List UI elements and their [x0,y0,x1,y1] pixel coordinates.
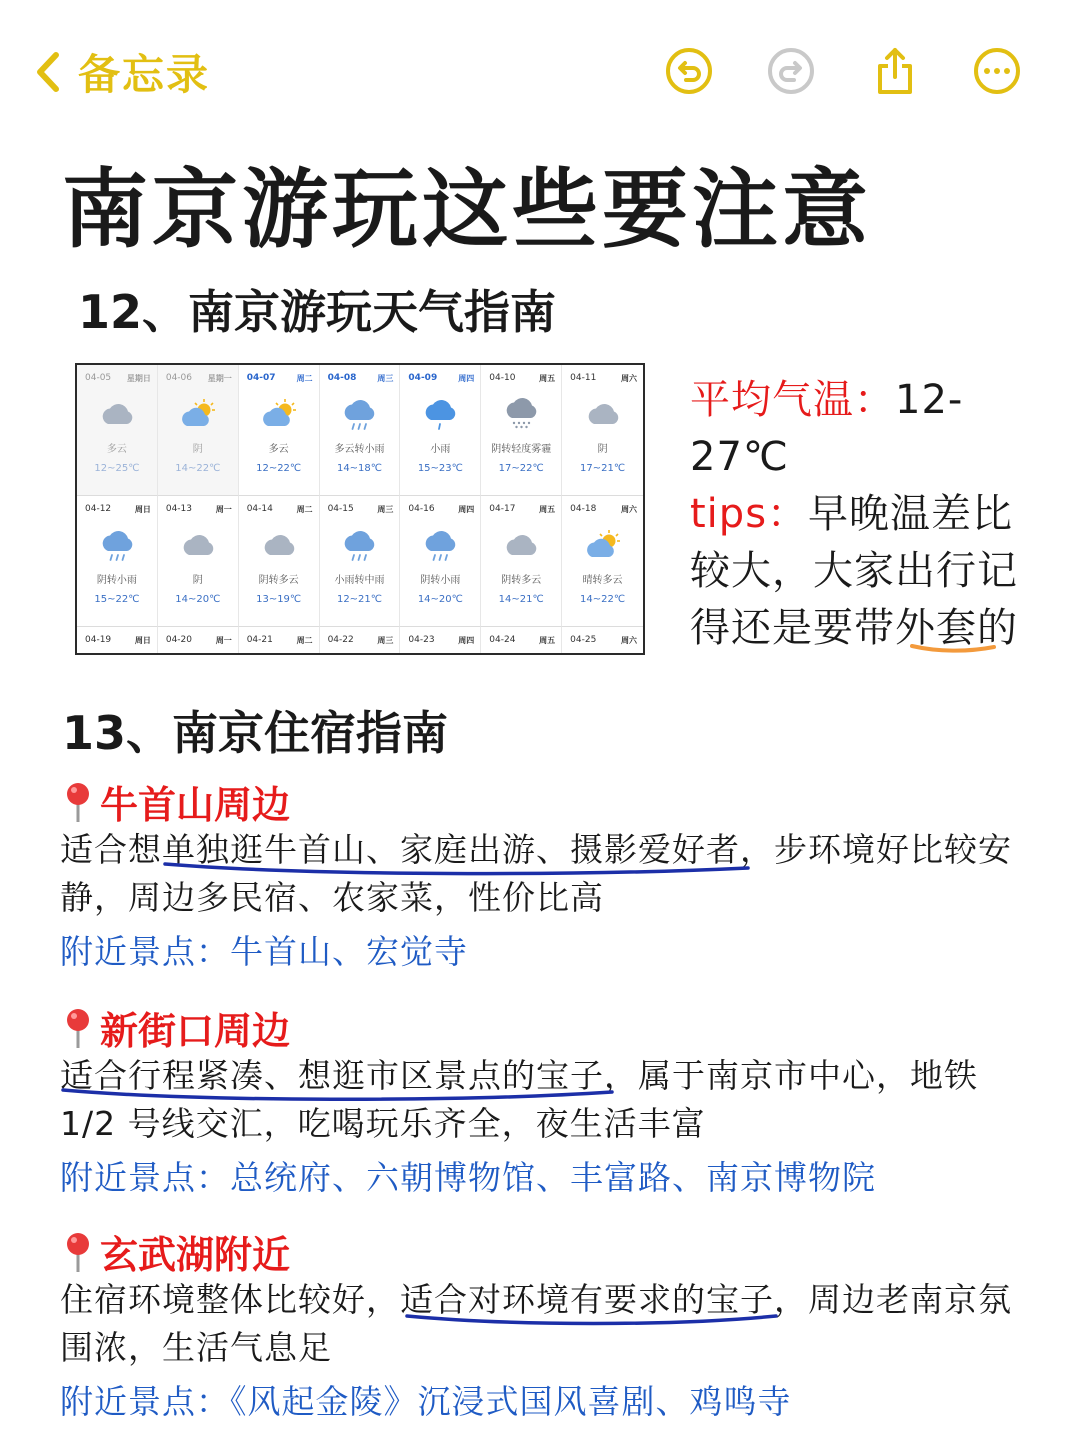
location-heading [60,1000,290,1055]
weather-weekday: 星期日 [126,374,151,383]
weather-weekday: 周日 [134,636,151,645]
top-toolbar [0,0,1080,140]
weather-day-header [77,365,157,384]
weather-weekday: 星期一 [207,374,232,383]
weather-weekday: 周一 [215,505,232,514]
weather-condition: 阴转多云 [501,575,542,586]
more-button[interactable] [972,46,1022,96]
weather-day-cell [239,365,320,496]
weather-weekday: 周二 [296,505,313,514]
weather-day-cell [562,496,643,627]
nearby-attractions: 附近景点：牛首山、宏觉寺 [60,932,468,971]
weather-date: 04-05 [85,373,112,383]
weather-day-header [158,627,238,646]
rain-icon [339,529,379,563]
undo-button[interactable] [664,46,714,96]
note-title: 南京游玩这些要注意 [62,160,872,260]
weather-temperature: 12~22℃ [256,463,302,474]
desc-highlight: 适合对环境有要求的宝子 [400,1280,774,1319]
sun-cloud-icon [583,529,623,563]
weather-condition: 多云 [268,444,289,455]
weather-date: 04-07 [246,373,276,383]
share-icon [870,46,920,96]
weather-condition: 多云 [106,444,127,455]
weather-day-header [400,627,480,646]
weather-day-cell [562,627,643,653]
location-heading [60,1224,290,1279]
weather-weekday: 周六 [620,636,637,645]
weather-day-header [481,365,561,384]
weather-day-cell [320,496,401,627]
weather-day-cell [77,496,158,627]
weather-date: 04-09 [408,373,438,383]
weather-day-cell [481,627,562,653]
weather-day-header [320,496,400,515]
avg-temp-label: 平均气温： [690,377,895,423]
more-icon [972,46,1022,96]
sun-cloud-icon [178,398,218,432]
weather-day-header [562,496,643,515]
weather-date: 04-11 [570,373,597,383]
weather-date: 04-14 [246,504,273,514]
weather-temperature: 17~22℃ [498,463,544,474]
weather-date: 04-15 [327,504,354,514]
weather-temperature: 14~18℃ [336,463,383,474]
location-heading [60,774,290,829]
weather-condition: 阴 [192,575,203,586]
weather-weekday: 周五 [539,505,556,514]
weather-temperature: 17~21℃ [580,463,626,474]
weather-temperature: 14~22℃ [580,594,626,605]
pin-icon [60,1230,96,1274]
weather-day-header [320,365,400,384]
desc-text: 住宿环境整体比较好， [60,1280,400,1319]
desc-highlight: 适合行程紧凑、想逛市区景点的宝子 [60,1056,604,1095]
weather-day-header [320,627,400,646]
weather-temperature: 15~22℃ [94,594,140,605]
weather-day-cell [239,496,320,627]
rain-icon [420,529,460,563]
desc-text: ，步环境好比较安静，周边多民宿、农家菜，性价比高 [60,830,1012,917]
weather-day-header [239,365,319,384]
pin-icon [60,780,96,824]
weather-weekday: 周五 [539,374,556,383]
weather-date: 04-17 [489,504,516,514]
weather-date: 04-18 [570,504,597,514]
weather-condition: 阴转小雨 [420,575,461,586]
weather-date: 04-12 [85,504,112,514]
location-description [60,826,1020,922]
weather-day-cell [400,627,481,653]
weather-day-cell [481,496,562,627]
chevron-left-icon [32,47,66,97]
weather-day-header [239,627,319,646]
weather-weekday: 周二 [296,636,313,645]
cloud-icon [583,398,623,432]
haze-icon [501,398,541,432]
weather-day-header [481,496,561,515]
section-12-title: 12、南京游玩天气指南 [78,285,557,339]
section-13-title: 13、南京住宿指南 [62,706,449,760]
weather-temperature: 14~20℃ [417,594,463,605]
weather-day-cell [77,627,158,653]
weather-day-cell [239,627,320,653]
location-description [60,1052,1020,1148]
back-button[interactable] [32,42,210,102]
weather-forecast-image [75,363,645,655]
weather-day-header [239,496,319,515]
weather-day-cell [158,365,239,496]
weather-date: 04-20 [165,635,192,645]
back-label: 备忘录 [78,50,211,99]
weather-day-header [158,365,238,384]
weather-day-header [562,365,643,384]
weather-weekday: 周二 [296,374,313,383]
weather-grid-footer [77,627,643,653]
undo-icon [664,46,714,96]
weather-condition: 阴转轻度雾霾 [491,444,552,455]
weather-weekday: 周五 [539,636,556,645]
sun-cloud-icon [259,398,299,432]
weather-date: 04-06 [165,373,192,383]
weather-day-cell [158,496,239,627]
weather-day-cell [481,365,562,496]
weather-weekday: 周四 [458,374,475,383]
location-name: 玄武湖附近 [100,1233,291,1277]
weather-day-cell [77,365,158,496]
weather-date: 04-16 [408,504,435,514]
nearby-attractions: 附近景点：总统府、六朝博物馆、丰富路、南京博物院 [60,1158,876,1197]
location-name: 牛首山周边 [100,783,291,827]
weather-temperature: 14~21℃ [498,594,544,605]
weather-condition: 阴 [192,444,203,455]
rain-icon [339,398,379,432]
redo-button[interactable] [766,46,816,96]
weather-grid [77,365,643,627]
weather-date: 04-19 [85,635,112,645]
nearby-attractions: 附近景点：《风起金陵》沉浸式国风喜剧、鸡鸣寺 [60,1382,792,1421]
location-description [60,1276,1020,1372]
weather-condition: 阴转小雨 [96,575,137,586]
weather-date: 04-13 [165,504,192,514]
weather-day-header [158,496,238,515]
tips-label: tips： [690,491,809,537]
weather-day-header [562,627,643,646]
weather-day-header [77,627,157,646]
desc-text: ，属于南京市中心，地铁1/2 号线交汇，吃喝玩乐齐全，夜生活丰富 [60,1056,978,1143]
weather-temperature: 14~20℃ [175,594,221,605]
weather-date: 04-25 [570,635,597,645]
drizzle-icon [420,398,460,432]
weather-day-cell [320,365,401,496]
cloud-icon [178,529,218,563]
weather-day-cell [320,627,401,653]
weather-weekday: 周六 [620,505,637,514]
weather-day-header [481,627,561,646]
weather-day-cell [562,365,643,496]
weather-condition: 小雨转中雨 [334,575,385,586]
weather-condition: 阴 [597,444,608,455]
weather-weekday: 周三 [377,636,394,645]
tips-text: 早晚温差比较大，大家出行记得还是要带外套的 [690,491,1018,651]
desc-highlight: 单独逛牛首山、家庭出游、摄影爱好者 [162,830,740,869]
weather-date: 04-21 [246,635,273,645]
weather-date: 04-23 [408,635,435,645]
weather-temperature: 13~19℃ [256,594,302,605]
weather-condition: 小雨 [430,444,451,455]
weather-temperature: 12~21℃ [336,594,383,605]
weather-temperature: 15~23℃ [417,463,463,474]
weather-date: 04-08 [327,373,357,383]
weather-notes [690,372,1035,657]
weather-weekday: 周三 [377,374,394,383]
weather-temperature: 12~25℃ [94,463,140,474]
weather-day-header [400,496,480,515]
weather-day-cell [400,365,481,496]
weather-weekday: 周四 [458,636,475,645]
weather-weekday: 周三 [377,505,394,514]
desc-text: 适合想 [60,830,162,869]
avg-temp-value: 12-27℃ [690,377,964,480]
weather-condition: 晴转多云 [582,575,623,586]
pin-icon [60,1006,96,1050]
desc-text: ，周边老南京氛围浓，生活气息足 [60,1280,1012,1367]
weather-day-cell [400,496,481,627]
weather-date: 04-10 [489,373,516,383]
weather-day-cell [158,627,239,653]
rain-icon [97,529,137,563]
weather-condition: 多云转小雨 [334,444,385,455]
weather-day-header [77,496,157,515]
weather-weekday: 周六 [620,374,637,383]
cloud-icon [97,398,137,432]
cloud-icon [259,529,299,563]
location-name: 新街口周边 [100,1009,291,1053]
weather-weekday: 周一 [215,636,232,645]
weather-day-header [400,365,480,384]
weather-date: 04-24 [489,635,516,645]
cloud-icon [501,529,541,563]
weather-weekday: 周四 [458,505,475,514]
share-button[interactable] [870,46,920,96]
weather-date: 04-22 [327,635,354,645]
redo-icon [766,46,816,96]
weather-weekday: 周日 [134,505,151,514]
weather-temperature: 14~22℃ [175,463,221,474]
weather-condition: 阴转多云 [258,575,299,586]
